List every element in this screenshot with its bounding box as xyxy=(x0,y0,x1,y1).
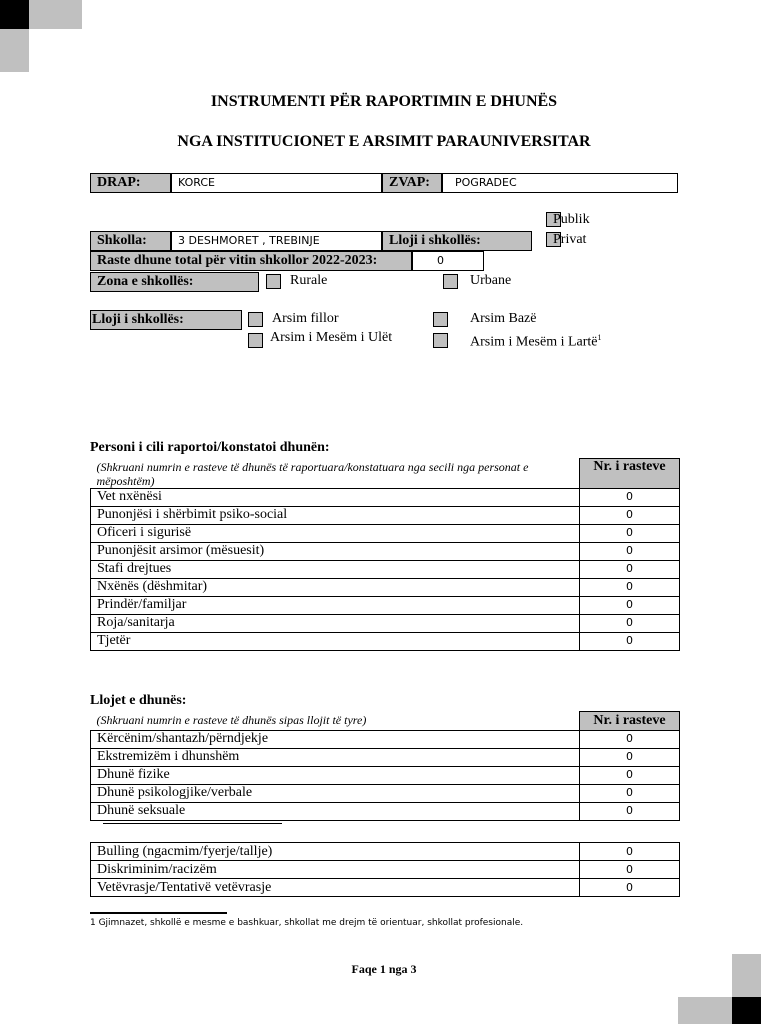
other-type-label: Bulling (ngacmim/fyerje/tallje) xyxy=(91,843,580,861)
violence-types-note: (Shkruani numrin e rasteve të dhunës sipas llojit të tyre) xyxy=(91,712,580,731)
footnote-mark: 1 xyxy=(597,333,602,342)
upper-secondary-option xyxy=(470,330,602,351)
violence-type-label: Dhunë fizike xyxy=(91,766,580,784)
urban-option-label: Urbane xyxy=(470,273,512,288)
reporter-row xyxy=(91,506,680,524)
reporter-row xyxy=(91,524,680,542)
reporter-count-field[interactable]: 0 xyxy=(580,542,680,560)
reporter-count-field[interactable]: 0 xyxy=(580,506,680,524)
violence-type-row xyxy=(91,748,680,766)
violence-types-count-header: Nr. i rasteve xyxy=(580,712,680,731)
other-type-label: Vetëvrasje/Tentativë vetëvrasje xyxy=(91,879,580,897)
reporter-label: Tjetër xyxy=(91,632,580,650)
total-cases-field[interactable]: 0 xyxy=(412,251,484,271)
rural-checkbox[interactable] xyxy=(266,274,281,289)
reporter-label: Stafi drejtues xyxy=(91,560,580,578)
violence-type-row xyxy=(91,784,680,802)
reporter-count-field[interactable]: 0 xyxy=(580,632,680,650)
drap-label: DRAP: xyxy=(90,173,171,193)
registration-mark-top-gray xyxy=(29,0,82,29)
upper-secondary-checkbox[interactable] xyxy=(433,333,448,348)
reporter-count-field[interactable]: 0 xyxy=(580,596,680,614)
violence-type-label: Dhunë seksuale xyxy=(91,802,580,820)
footnote-separator xyxy=(90,912,227,914)
document-subtitle: NGA INSTITUCIONET E ARSIMIT PARAUNIVERSITAR xyxy=(177,133,591,150)
registration-mark-bottom-gray xyxy=(678,997,732,1024)
drap-field[interactable]: KORCE xyxy=(171,173,382,193)
urban-checkbox[interactable] xyxy=(443,274,458,289)
reporter-count-field[interactable]: 0 xyxy=(580,560,680,578)
basic-education-label: Arsim Bazë xyxy=(470,311,537,326)
reporter-row xyxy=(91,614,680,632)
reporter-row xyxy=(91,578,680,596)
registration-mark-bottom-right-black xyxy=(732,997,761,1024)
reporter-row xyxy=(91,488,680,506)
violence-type-row xyxy=(91,802,680,820)
school-type-label: Lloji i shkollës: xyxy=(382,231,532,251)
other-type-row xyxy=(91,861,680,879)
reporter-count-field[interactable]: 0 xyxy=(580,578,680,596)
lower-secondary-checkbox[interactable] xyxy=(248,333,263,348)
document-title: INSTRUMENTI PËR RAPORTIMIN E DHUNËS xyxy=(210,93,558,110)
registration-mark-top-left-black xyxy=(0,0,29,29)
school-level-label: Lloji i shkollës: xyxy=(90,310,242,330)
reporters-count-header: Nr. i rasteve xyxy=(580,459,680,489)
primary-education-label: Arsim fillor xyxy=(272,311,339,326)
violence-type-count-field[interactable]: 0 xyxy=(580,730,680,748)
violence-type-count-field[interactable]: 0 xyxy=(580,802,680,820)
total-cases-label: Raste dhune total për vitin shkollor 2022-2023: xyxy=(90,251,412,271)
other-types-table xyxy=(90,842,680,897)
violence-type-row xyxy=(91,766,680,784)
school-name-label: Shkolla: xyxy=(90,231,171,251)
reporter-row xyxy=(91,632,680,650)
zvap-label: ZVAP: xyxy=(382,173,442,193)
violence-type-label: Ekstremizëm i dhunshëm xyxy=(91,748,580,766)
school-zone-label: Zona e shkollës: xyxy=(90,272,259,292)
violence-type-count-field[interactable]: 0 xyxy=(580,748,680,766)
reporter-label: Vet nxënësi xyxy=(91,488,580,506)
private-option-label: Privat xyxy=(553,232,587,247)
other-type-row xyxy=(91,879,680,897)
reporter-row xyxy=(91,560,680,578)
primary-education-checkbox[interactable] xyxy=(248,312,263,327)
other-type-row xyxy=(91,843,680,861)
reporter-count-field[interactable]: 0 xyxy=(580,524,680,542)
reporters-note: (Shkruani numrin e rasteve të dhunës të raportuara/konstatuara nga secili nga personat e mëposhtëm) xyxy=(91,459,580,489)
other-type-count-field[interactable]: 0 xyxy=(580,861,680,879)
reporter-row xyxy=(91,596,680,614)
basic-education-checkbox[interactable] xyxy=(433,312,448,327)
other-type-count-field[interactable]: 0 xyxy=(580,879,680,897)
reporter-label: Punonjësi i shërbimit psiko-social xyxy=(91,506,580,524)
reporter-label: Oficeri i sigurisë xyxy=(91,524,580,542)
upper-secondary-label: Arsim i Mesëm i Lartë xyxy=(470,334,598,350)
reporters-section-title: Personi i cili raportoi/konstatoi dhunën: xyxy=(90,440,330,455)
rural-option-label: Rurale xyxy=(290,273,328,288)
lower-secondary-label: Arsim i Mesëm i Ulët xyxy=(270,330,393,345)
violence-types-section-title: Llojet e dhunës: xyxy=(90,693,187,708)
reporter-label: Punonjësit arsimor (mësuesit) xyxy=(91,542,580,560)
reporters-table xyxy=(90,458,680,651)
violence-types-table xyxy=(90,711,680,821)
violence-type-row xyxy=(91,730,680,748)
reporter-label: Roja/sanitarja xyxy=(91,614,580,632)
registration-mark-left-gray xyxy=(0,29,29,72)
other-type-label: Diskriminim/racizëm xyxy=(91,861,580,879)
reporter-label: Nxënës (dëshmitar) xyxy=(91,578,580,596)
reporter-count-field[interactable]: 0 xyxy=(580,488,680,506)
other-type-count-field[interactable]: 0 xyxy=(580,843,680,861)
footnote-text: 1 Gjimnazet, shkollë e mesme e bashkuar, shkollat me drejm të orientuar, shkollat profesionale. xyxy=(90,918,524,928)
violence-type-label: Dhunë psikologjike/verbale xyxy=(91,784,580,802)
reporter-row xyxy=(91,542,680,560)
reporter-label: Prindër/familjar xyxy=(91,596,580,614)
reporter-count-field[interactable]: 0 xyxy=(580,614,680,632)
violence-type-count-field[interactable]: 0 xyxy=(580,784,680,802)
public-option-label: Publik xyxy=(553,212,590,227)
page-number: Faqe 1 nga 3 xyxy=(351,962,417,976)
school-name-field[interactable]: 3 DESHMORET , TREBINJE xyxy=(171,231,382,251)
zvap-field[interactable]: POGRADEC xyxy=(442,173,678,193)
violence-type-label: Kërcënim/shantazh/përndjekje xyxy=(91,730,580,748)
violence-type-count-field[interactable]: 0 xyxy=(580,766,680,784)
section-underline xyxy=(103,823,282,824)
